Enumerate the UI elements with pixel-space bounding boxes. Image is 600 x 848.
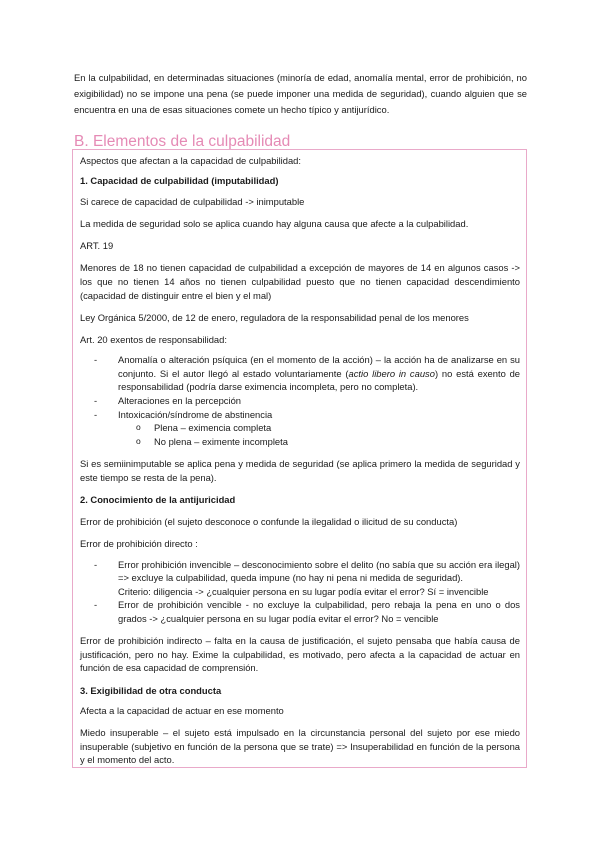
list-item-text: Error de prohibición vencible - no excluye la culpabilidad, pero rebaja la pena en uno o dos grados -> ¿cualquier persona en su lugar podía evitar el error? No = vencible (118, 599, 520, 624)
paragraph-miedo-insuperable: Miedo insuperable – el sujeto está impulsado en la circunstancia personal del sujeto por ese miedo insuperable (subjetivo en función de la persona que se trate) => Insuperabilidad en función de la persona y el momento del acto. (80, 727, 520, 766)
list-item (80, 558, 520, 599)
paragraph-art20: Art. 20 exentos de responsabilidad: (80, 333, 227, 345)
heading-capacidad: 1. Capacidad de culpabilidad (imputabilidad) (80, 175, 279, 187)
list-item-text: ) no está exento de responsabilidad (podría darse eximencia incompleta, pero no completa). (118, 367, 521, 393)
list-item (80, 394, 520, 408)
paragraph-error-directo: Error de prohibición directo : (80, 538, 198, 550)
list-item (80, 598, 520, 625)
heading-antijuricidad: 2. Conocimiento de la antijuricidad (80, 493, 236, 505)
sub-list-item: o Plena – eximencia completa (118, 421, 520, 435)
list-item (80, 408, 520, 449)
aspects-line: Aspectos que afectan a la capacidad de culpabilidad: (80, 155, 301, 166)
paragraph-art19: ART. 19 (80, 240, 114, 252)
paragraph-medida-seguridad: La medida de seguridad solo se aplica cuando hay alguna causa que afecte a la culpabilidad. (80, 217, 469, 229)
paragraph-menores: Menores de 18 no tienen capacidad de culpabilidad a excepción de mayores de 14 en algunos casos -> los que no tienen 14 años no tienen culpabilidad puesto que no tienen capacidad descendimiento (capacidad de distinguir entre el bien y el mal) (80, 262, 520, 301)
paragraph-semiinimputable: Si es semiinimputable se aplica pena y medida de seguridad (se aplica primero la medida de seguridad y este tiempo se resta de la pena). (80, 458, 520, 483)
paragraph-ley-organica: Ley Orgánica 5/2000, de 12 de enero, reguladora de la responsabilidad penal de los menores (80, 311, 469, 323)
paragraph-inimputable: Si carece de capacidad de culpabilidad -> inimputable (80, 195, 305, 207)
heading-exigibilidad: 3. Exigibilidad de otra conducta (80, 684, 222, 696)
latin-term: actio libero in causo (348, 367, 435, 379)
paragraph-error-indirecto: Error de prohibición indirecto – falta en la causa de justificación, el sujeto pensaba que había causa de justificación, pero no hay. Exime la culpabilidad, es motivado, pero afecta a la capacidad de actuar en función de esa capacidad de comprensión. (80, 635, 520, 674)
art20-list (80, 353, 520, 448)
content-box (72, 149, 527, 768)
paragraph-capacidad-actuar: Afecta a la capacidad de actuar en ese momento (80, 704, 284, 716)
list-item-text: Criterio: diligencia -> ¿cualquier persona en su lugar podía evitar el error? Sí = invencible (118, 585, 489, 597)
intro-paragraph: En la culpabilidad, en determinadas situaciones (minoría de edad, anomalía mental, error de prohibición, no exigibilidad) no se impone una pena (se puede imponer una medida de seguridad), cuando alguien que se encuentra en una de esas situaciones comete un hecho típico y antijurídico. (74, 72, 527, 116)
list-item-text: Error prohibición invencible – desconocimiento sobre el delito (no sabía que su acción era ilegal) => excluye la culpabilidad, queda impune (no hay ni pena ni medida de seguridad). (118, 558, 520, 584)
list-item (80, 353, 520, 394)
list-item-text: Intoxicación/síndrome de abstinencia (118, 408, 273, 420)
list-item-text: Anomalía o alteración psíquica (en el momento de la acción) – la acción ha de analizarse en su conjunto. Si el autor llegó al estado voluntariamente ( (118, 354, 520, 379)
direct-error-list (80, 558, 520, 626)
list-item-text: Alteraciones en la percepción (118, 395, 241, 407)
section-title: B. Elementos de la culpabilidad (74, 133, 291, 150)
paragraph-error-prohibicion: Error de prohibición (el sujeto desconoce o confunde la ilegalidad o ilicitud de su conducta) (80, 516, 458, 528)
sub-list-item: o No plena – eximente incompleta (118, 435, 520, 449)
sub-list (118, 421, 520, 448)
